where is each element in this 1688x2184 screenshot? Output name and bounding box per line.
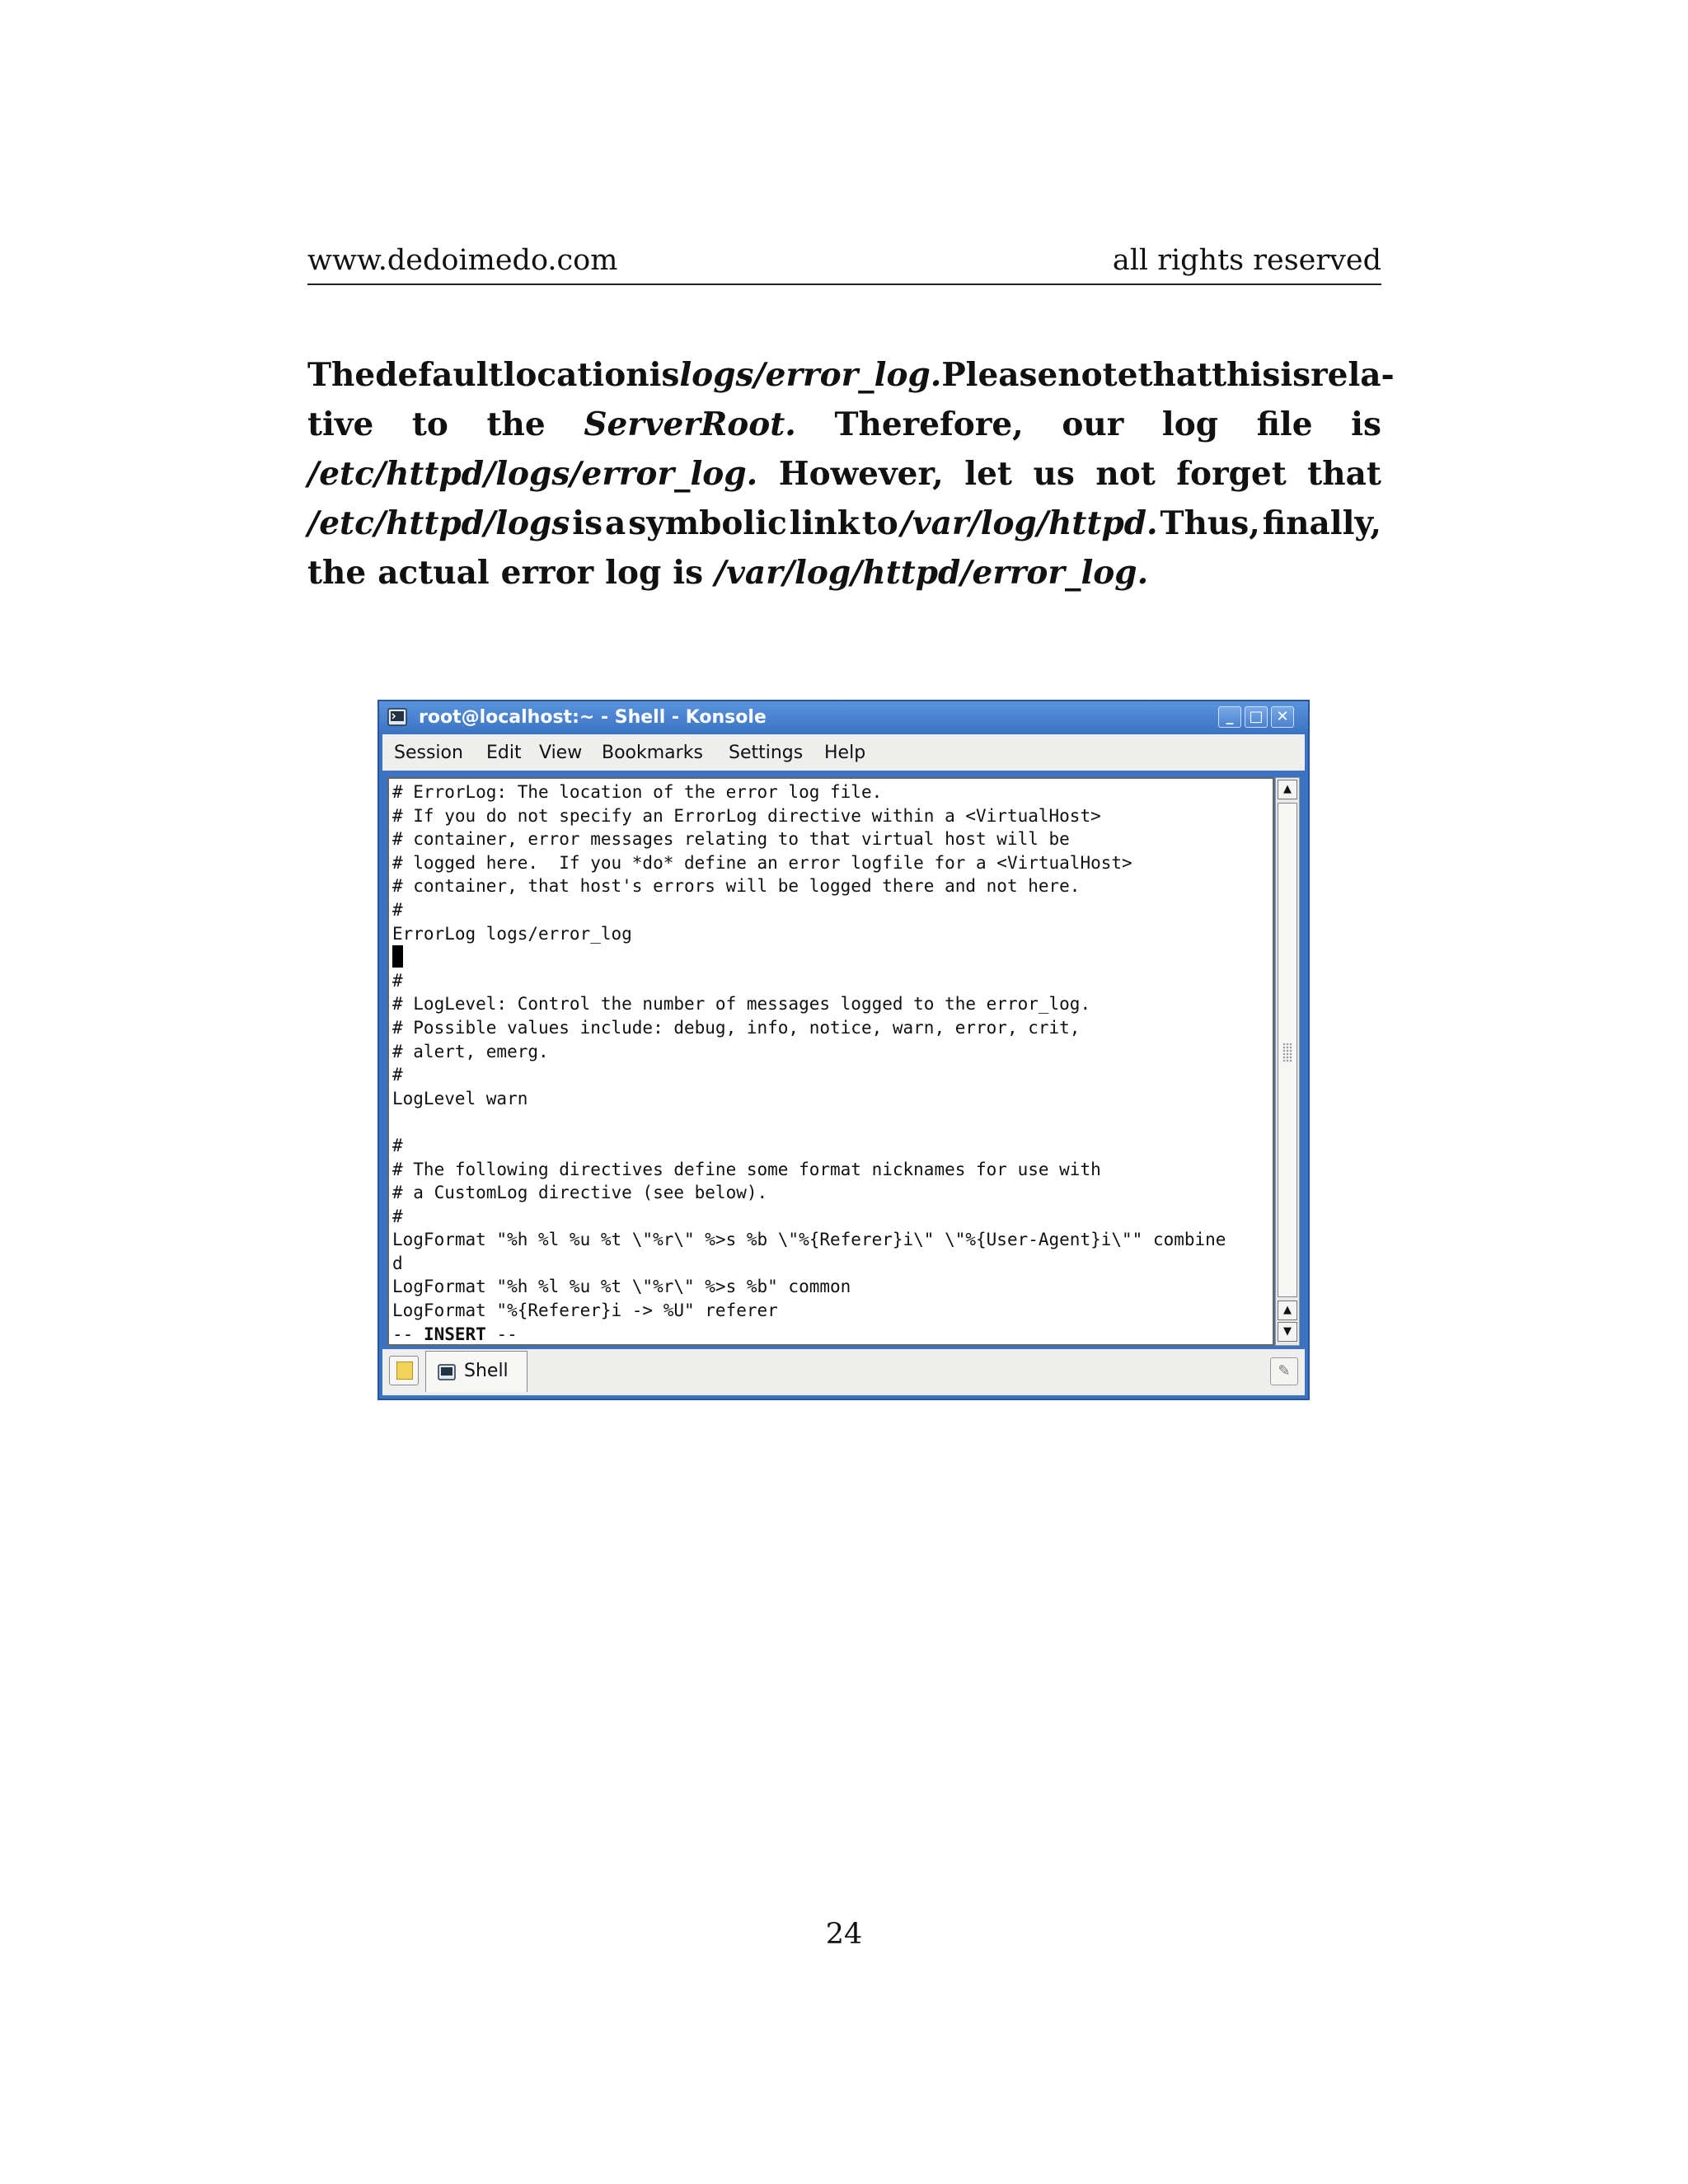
terminal-line: ErrorLog logs/error_log xyxy=(392,923,632,944)
word: log xyxy=(605,554,662,592)
status-prefix: -- xyxy=(392,1324,424,1344)
body-paragraph xyxy=(307,350,1395,598)
menu-bar xyxy=(382,734,1305,771)
menu-bookmarks[interactable]: Bookmarks xyxy=(602,743,703,763)
word: symbolic xyxy=(628,504,787,542)
word: The xyxy=(307,356,376,394)
menu-help[interactable]: Help xyxy=(824,743,866,763)
terminal-line: # a CustomLog directive (see below). xyxy=(392,1183,768,1203)
word: rela- xyxy=(1311,356,1395,394)
word: that xyxy=(1307,455,1381,493)
terminal-line: d xyxy=(392,1253,403,1273)
tab-shell[interactable] xyxy=(425,1351,528,1392)
word: file xyxy=(1256,405,1313,443)
terminal-area[interactable] xyxy=(387,777,1274,1346)
terminal-line xyxy=(392,1110,1226,1134)
word: is xyxy=(1351,405,1381,443)
terminal-line: # The following directives define some format nicknames for use with xyxy=(392,1159,1101,1179)
paragraph-line-1 xyxy=(307,350,1395,400)
word: error xyxy=(500,554,594,592)
page-header xyxy=(307,244,1381,285)
scroll-thumb[interactable] xyxy=(1278,803,1297,1297)
word: /etc/httpd/logs xyxy=(307,504,570,542)
terminal-line: LogFormat "%h %l %u %t \"%r\" %>s %b" common xyxy=(392,1277,851,1297)
word: our xyxy=(1062,405,1124,443)
paragraph-line-2 xyxy=(307,400,1381,449)
terminal-line: # xyxy=(392,1135,403,1155)
window-title: root@localhost:~ - Shell - Konsole xyxy=(419,707,767,728)
scroll-up-icon[interactable]: ▲ xyxy=(1278,1301,1297,1320)
text-cursor xyxy=(392,945,403,968)
word: default xyxy=(375,356,504,394)
minimize-icon[interactable]: _ xyxy=(1218,706,1241,728)
terminal-line: # LogLevel: Control the number of messages logged to the error_log. xyxy=(392,994,1091,1015)
header-rights: all rights reserved xyxy=(1112,244,1381,277)
terminal-line: # xyxy=(392,970,403,991)
word: actual xyxy=(377,554,490,592)
word: is xyxy=(673,554,704,592)
page-number: 24 xyxy=(825,1918,863,1951)
paragraph-line-3 xyxy=(307,449,1381,499)
terminal-line: # xyxy=(392,1206,403,1226)
terminal-line: # logged here. If you *do* define an error logfile for a <VirtualHost> xyxy=(392,852,1132,873)
grip-icon xyxy=(1282,1043,1292,1062)
word: is xyxy=(572,504,603,542)
word: However, xyxy=(778,455,944,493)
word: the xyxy=(486,405,546,443)
terminal-text xyxy=(392,780,1226,1346)
insert-mode-label: INSERT xyxy=(423,1324,486,1344)
word: location xyxy=(503,356,649,394)
paragraph-line-4 xyxy=(307,499,1381,548)
status-suffix: -- xyxy=(485,1324,518,1344)
maximize-icon[interactable]: □ xyxy=(1245,706,1268,728)
close-icon[interactable]: ✕ xyxy=(1271,706,1294,728)
word: /var/log/httpd/error_log. xyxy=(715,554,1149,592)
word: to xyxy=(411,405,448,443)
word: to xyxy=(861,504,898,542)
terminal-line: # container, that host's errors will be logged there and not here. xyxy=(392,876,1081,897)
terminal-line: # Possible values include: debug, info, notice, warn, error, crit, xyxy=(392,1017,1081,1038)
terminal-line: LogLevel warn xyxy=(392,1088,528,1108)
word: is xyxy=(649,356,680,394)
terminal-line: # container, error messages relating to that virtual host will be xyxy=(392,829,1070,850)
paragraph-line-5 xyxy=(307,548,1381,598)
scroll-up-icon[interactable]: ▲ xyxy=(1278,780,1297,799)
status-line xyxy=(392,1323,1226,1346)
terminal-cursor-line xyxy=(392,945,1226,969)
terminal-line: # xyxy=(392,1065,403,1085)
word: this xyxy=(1212,356,1281,394)
menu-edit[interactable]: Edit xyxy=(486,743,522,763)
header-site: www.dedoimedo.com xyxy=(307,244,618,277)
terminal-line: # xyxy=(392,899,403,920)
close-tab-icon[interactable]: ✎ xyxy=(1270,1357,1298,1385)
new-tab-glyph xyxy=(396,1361,413,1380)
new-tab-icon[interactable] xyxy=(389,1356,419,1385)
word: the xyxy=(307,554,367,592)
menu-view[interactable]: View xyxy=(539,743,583,763)
terminal-line: # If you do not specify an ErrorLog directive within a <VirtualHost> xyxy=(392,805,1101,826)
konsole-icon xyxy=(387,708,407,726)
word: let xyxy=(964,455,1012,493)
terminal-line: LogFormat "%h %l %u %t \"%r\" %>s %b \"%{Referer}i\" \"%{User-Agent}i\"" combine xyxy=(392,1230,1226,1250)
word: Please xyxy=(941,356,1058,394)
word: tive xyxy=(307,405,374,443)
window-titlebar[interactable] xyxy=(379,701,1308,734)
scroll-down-icon[interactable]: ▼ xyxy=(1278,1322,1297,1342)
word: not xyxy=(1095,455,1156,493)
terminal-line: LogFormat "%{Referer}i -> %U" referer xyxy=(392,1301,778,1321)
terminal-line: # ErrorLog: The location of the error log file. xyxy=(392,782,883,802)
word: Therefore, xyxy=(834,405,1024,443)
vertical-scrollbar[interactable] xyxy=(1275,777,1300,1346)
word: finally, xyxy=(1262,504,1381,542)
word: link xyxy=(789,504,860,542)
word: /var/log/httpd. xyxy=(900,504,1158,542)
terminal-line: # alert, emerg. xyxy=(392,1041,549,1062)
word: is xyxy=(1280,356,1311,394)
word: forget xyxy=(1176,455,1287,493)
tab-label: Shell xyxy=(464,1361,509,1381)
konsole-icon xyxy=(438,1364,456,1380)
menu-session[interactable]: Session xyxy=(394,743,463,763)
word: that xyxy=(1137,356,1212,394)
menu-settings[interactable]: Settings xyxy=(729,743,804,763)
konsole-window xyxy=(377,700,1310,1400)
word: note xyxy=(1057,356,1138,394)
word: /etc/httpd/logs/error_log. xyxy=(307,455,758,493)
word: ServerRoot. xyxy=(584,405,796,443)
word: us xyxy=(1033,455,1075,493)
word: log xyxy=(1161,405,1218,443)
tab-bar xyxy=(382,1349,1305,1395)
word: Thus, xyxy=(1160,504,1260,542)
word: logs/error_log. xyxy=(679,356,942,394)
word: a xyxy=(605,504,626,542)
